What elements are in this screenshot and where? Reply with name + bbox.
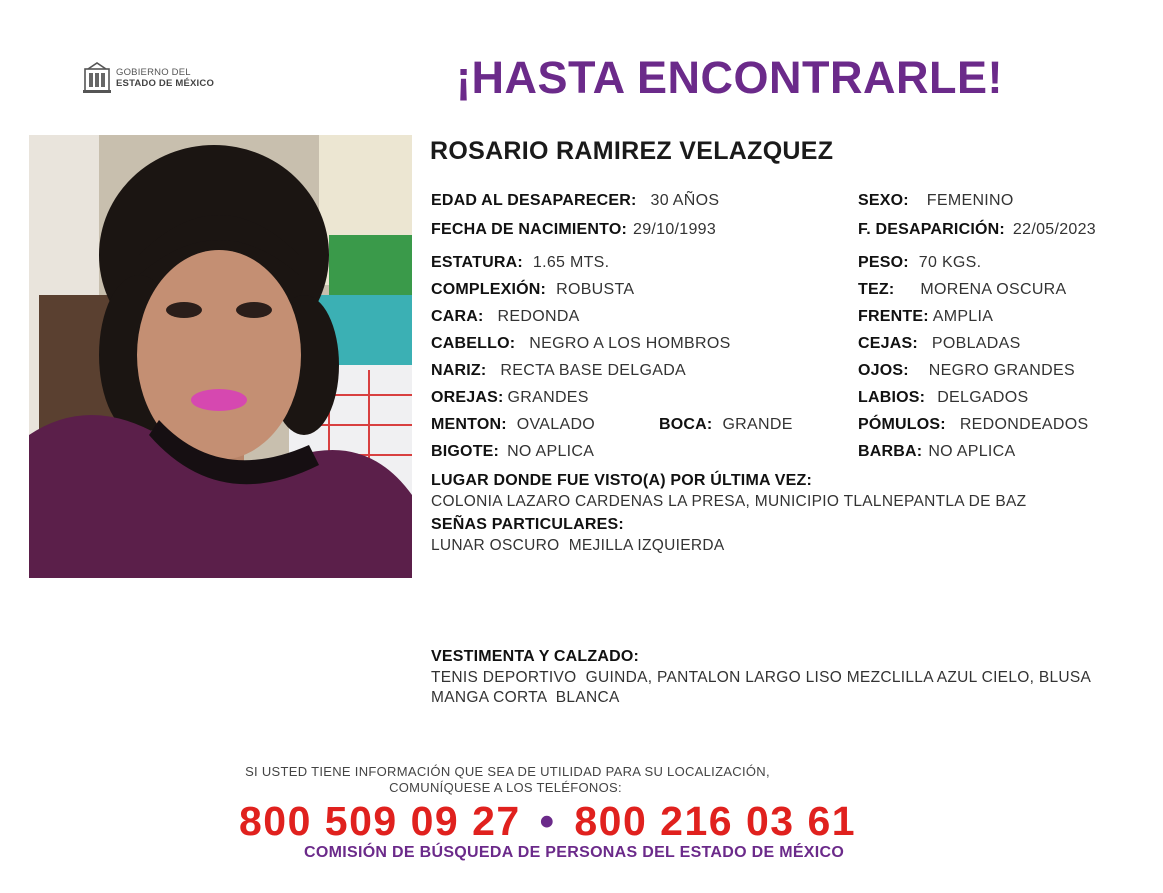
field-label: FRENTE: — [858, 308, 929, 325]
field-label: BARBA: — [858, 443, 923, 460]
field-peso — [858, 254, 981, 272]
phone-number-2[interactable]: 800 216 03 61 — [574, 798, 857, 844]
field-label: ESTATURA: — [431, 254, 523, 271]
field-label: SEXO: — [858, 192, 909, 209]
missing-person-photo — [29, 135, 412, 578]
field-value: AMPLIA — [932, 308, 994, 325]
field-label: CABELLO: — [431, 335, 516, 352]
field-value: MORENA OSCURA — [920, 281, 1067, 298]
field-tez — [858, 281, 1067, 299]
field-menton — [431, 416, 595, 434]
field-frente — [858, 308, 993, 326]
field-boca — [659, 416, 793, 434]
person-name: ROSARIO RAMIREZ VELAZQUEZ — [430, 137, 834, 165]
field-value: NO APLICA — [928, 443, 1016, 460]
field-desaparicion — [858, 221, 1096, 239]
field-label: LABIOS: — [858, 389, 926, 406]
field-value: 29/10/1993 — [633, 221, 717, 238]
phone-numbers — [239, 798, 856, 845]
field-value: GRANDE — [722, 416, 793, 433]
field-labios — [858, 389, 1029, 407]
field-value: NO APLICA — [507, 443, 595, 460]
field-edad — [431, 192, 719, 210]
field-value: DELGADOS — [937, 389, 1029, 406]
field-value: OVALADO — [516, 416, 596, 433]
field-value: FEMENINO — [926, 192, 1014, 209]
field-label: BIGOTE: — [431, 443, 500, 460]
field-value: 1.65 MTS. — [532, 254, 610, 271]
phone-separator: • — [539, 798, 556, 844]
field-cabello — [431, 335, 731, 353]
state-seal-icon — [82, 61, 112, 95]
field-value: 22/05/2023 — [1012, 221, 1096, 238]
field-label: F. DESAPARICIÓN: — [858, 221, 1005, 238]
field-value: REDONDA — [497, 308, 580, 325]
distinguishing-marks-label: SEÑAS PARTICULARES: — [431, 516, 624, 533]
clothing-label: VESTIMENTA Y CALZADO: — [431, 648, 640, 665]
field-label: FECHA DE NACIMIENTO: — [431, 221, 627, 238]
contact-info — [0, 764, 1163, 796]
field-bigote — [431, 443, 594, 461]
government-logo — [82, 61, 214, 95]
field-label: TEZ: — [858, 281, 895, 298]
field-label: CEJAS: — [858, 335, 918, 352]
field-label: PESO: — [858, 254, 909, 271]
field-label: CARA: — [431, 308, 484, 325]
field-value: GRANDES — [507, 389, 589, 406]
last-seen-text: COLONIA LAZARO CARDENAS LA PRESA, MUNICIPIO TLALNEPANTLA DE BAZ — [431, 493, 1027, 510]
field-value: ROBUSTA — [556, 281, 635, 298]
last-seen-label: LUGAR DONDE FUE VISTO(A) POR ÚLTIMA VEZ: — [431, 472, 813, 489]
field-label: COMPLEXIÓN: — [431, 281, 547, 298]
phone-number-1[interactable]: 800 509 09 27 — [239, 798, 521, 844]
clothing-text-line-1: TENIS DEPORTIVO GUINDA, PANTALON LARGO LISO MEZCLILLA AZUL CIELO, BLUSA — [431, 669, 1092, 686]
distinguishing-marks-text: LUNAR OSCURO MEJILLA IZQUIERDA — [431, 537, 725, 554]
field-value: RECTA BASE DELGADA — [500, 362, 687, 379]
footer-commission: COMISIÓN DE BÚSQUEDA DE PERSONAS DEL ESTADO DE MÉXICO — [304, 844, 845, 861]
contact-info-line-2: COMUNÍQUESE A LOS TELÉFONOS: — [389, 780, 622, 795]
field-label: OREJAS: — [431, 389, 504, 406]
field-nariz — [431, 362, 686, 380]
field-label: NARIZ: — [431, 362, 487, 379]
field-cejas — [858, 335, 1021, 353]
field-label: MENTON: — [431, 416, 507, 433]
field-cara — [431, 308, 580, 326]
field-estatura — [431, 254, 609, 272]
field-complexion — [431, 281, 634, 299]
field-label: PÓMULOS: — [858, 416, 946, 433]
field-label: OJOS: — [858, 362, 909, 379]
logo-line-1: GOBIERNO DEL — [116, 67, 191, 78]
field-label: EDAD AL DESAPARECER: — [431, 192, 637, 209]
headline: ¡HASTA ENCONTRARLE! — [456, 52, 1003, 103]
field-sexo — [858, 192, 1014, 210]
field-value: NEGRO GRANDES — [928, 362, 1075, 379]
field-value: 30 AÑOS — [650, 192, 720, 209]
logo-line-2: ESTADO DE MÉXICO — [116, 78, 215, 89]
field-barba — [858, 443, 1016, 461]
field-value: REDONDEADOS — [959, 416, 1089, 433]
field-value: 70 KGS. — [918, 254, 982, 271]
field-orejas — [431, 389, 589, 407]
field-nacimiento — [431, 221, 716, 239]
field-value: NEGRO A LOS HOMBROS — [529, 335, 731, 352]
field-value: POBLADAS — [931, 335, 1021, 352]
field-ojos — [858, 362, 1075, 380]
clothing-text-line-2: MANGA CORTA BLANCA — [431, 689, 620, 706]
field-label: BOCA: — [659, 416, 713, 433]
contact-info-line-1: SI USTED TIENE INFORMACIÓN QUE SEA DE UTILIDAD PARA SU LOCALIZACIÓN, — [245, 764, 770, 779]
field-pomulos — [858, 416, 1088, 434]
